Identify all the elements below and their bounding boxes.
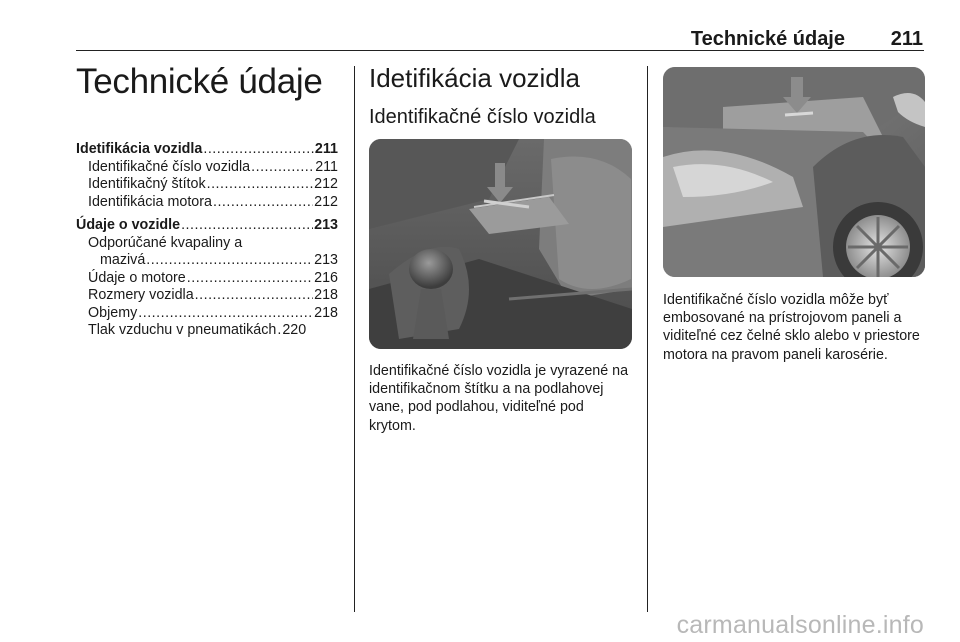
column-divider-1 — [354, 66, 355, 612]
toc-entry-page: 212 — [314, 193, 338, 210]
toc-leader — [138, 305, 313, 323]
toc-entry-page: 218 — [314, 304, 338, 321]
toc-entry-page: 213 — [314, 252, 338, 268]
column-divider-2 — [647, 66, 648, 612]
toc-entry-label: Tlak vzduchu v pneumatikách — [88, 322, 277, 338]
vin-floor-illustration — [369, 139, 632, 349]
toc-entry-label: Idetifikácia vozidla — [76, 141, 203, 157]
toc-entry-label: Rozmery vozidla — [88, 287, 194, 303]
toc-entry-label: Odporúčané kvapaliny a — [88, 234, 243, 251]
page-number: 211 — [890, 28, 923, 50]
toc-entry-page: 216 — [314, 269, 338, 286]
toc-entry[interactable] — [76, 194, 338, 212]
toc-entry[interactable] — [76, 287, 338, 305]
toc-entry-label: Identifikácia motora — [88, 193, 212, 210]
toc-entry-label: mazivá — [100, 252, 146, 268]
toc-entry[interactable] — [76, 141, 338, 159]
vin-location-text-floor: Identifikačné číslo vozidla je vyrazené na identifikačnom štítku a na podlahovej vane, pod podlahou, viditeľné pod krytom. — [369, 363, 629, 434]
watermark-text: carmanualsonline.info — [676, 611, 924, 639]
toc-leader — [251, 159, 314, 177]
toc-leader — [187, 270, 313, 288]
toc-entry[interactable] — [76, 217, 338, 235]
toc-entry[interactable] — [76, 252, 338, 270]
running-header-title: Technické údaje — [690, 28, 845, 50]
toc-entry[interactable] — [76, 235, 338, 253]
toc-entry-label: Identifikačný štítok — [88, 176, 206, 192]
toc-leader — [207, 176, 314, 194]
toc-leader — [181, 217, 313, 235]
toc-entry[interactable] — [76, 176, 338, 194]
toc-entry-page: 211 — [314, 141, 338, 157]
subsection-title: Identifikačné číslo vozidla — [369, 106, 596, 128]
toc-leader — [277, 322, 281, 340]
toc-entry-page: 213 — [314, 217, 338, 233]
toc-entry-page: 218 — [314, 287, 338, 303]
toc-entry[interactable] — [76, 322, 338, 340]
toc-entry-page: 211 — [315, 158, 338, 175]
table-of-contents — [76, 141, 338, 340]
vin-windshield-illustration — [663, 67, 925, 277]
toc-entry-page: 212 — [314, 176, 338, 192]
header-rule — [76, 50, 924, 51]
chapter-title: Technické údaje — [76, 62, 323, 101]
toc-entry[interactable] — [76, 270, 338, 288]
toc-entry[interactable] — [76, 305, 338, 323]
section-title: Idetifikácia vozidla — [369, 63, 580, 93]
toc-entry-page: 220 — [282, 322, 307, 338]
toc-entry-label: Údaje o vozidle — [76, 217, 181, 233]
toc-leader — [213, 194, 313, 212]
toc-leader — [146, 252, 313, 270]
toc-leader — [203, 141, 314, 159]
toc-entry-label: Identifikačné číslo vozidla — [88, 158, 251, 175]
toc-entry[interactable] — [76, 159, 338, 177]
toc-entry-label: Objemy — [88, 304, 138, 321]
vin-location-text-windshield: Identifikačné číslo vozidla môže byť embosované na prístrojovom paneli a viditeľné cez čelné sklo alebo v priestore motora na pravom paneli karosérie. — [663, 292, 920, 363]
toc-leader — [195, 287, 313, 305]
toc-entry-label: Údaje o motore — [88, 269, 186, 286]
